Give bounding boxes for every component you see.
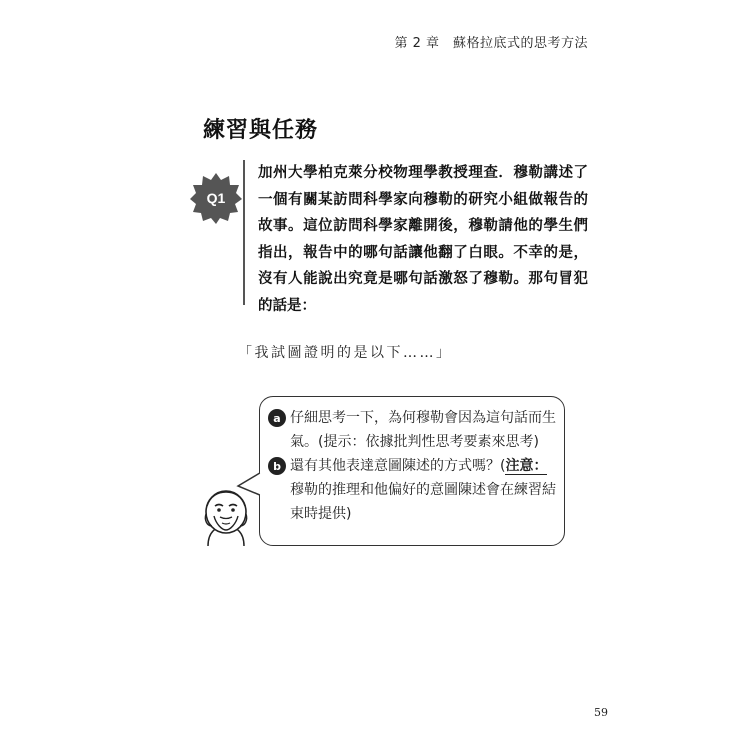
callout-item-a-text: 仔細思考一下，為何穆勒會因為這句話而生氣。(提示：依據批判性思考要素來思考) bbox=[290, 410, 556, 450]
callout-item-b-text-before: 還有其他表達意圖陳述的方式嗎？( bbox=[290, 458, 506, 474]
question-rule bbox=[243, 160, 245, 305]
marker-a-icon: a bbox=[268, 409, 286, 427]
callout-item-b bbox=[268, 454, 558, 526]
note-label: 注意： bbox=[505, 458, 548, 474]
callout-item-b-text bbox=[290, 454, 558, 526]
thinker-mascot-icon bbox=[198, 484, 254, 548]
section-title: 練習與任務 bbox=[203, 118, 319, 143]
question-text: 加州大學柏克萊分校物理學教授理查．穆勒講述了一個有關某訪問科學家向穆勒的研究小組做報告的故事。這位訪問科學家離開後，穆勒請他的學生們指出，報告中的哪句話讓他翻了白眼。不幸的是，沒有人能說出究竟是哪句話激怒了穆勒。那句冒犯的話是： bbox=[258, 164, 588, 314]
marker-b-icon: b bbox=[268, 457, 286, 475]
callout-item-b-text-after: 穆勒的推理和他偏好的意圖陳述會在練習結束時提供) bbox=[290, 482, 556, 522]
running-header: 第 2 章 蘇格拉底式的思考方法 bbox=[394, 36, 588, 51]
question-label: Q1 bbox=[206, 190, 226, 206]
q1-badge-icon bbox=[190, 172, 242, 224]
callout-item-a bbox=[268, 406, 558, 454]
quoted-sentence: 「我試圖證明的是以下……」 bbox=[238, 345, 453, 361]
callout-content bbox=[268, 406, 558, 526]
page-number: 59 bbox=[594, 706, 608, 719]
